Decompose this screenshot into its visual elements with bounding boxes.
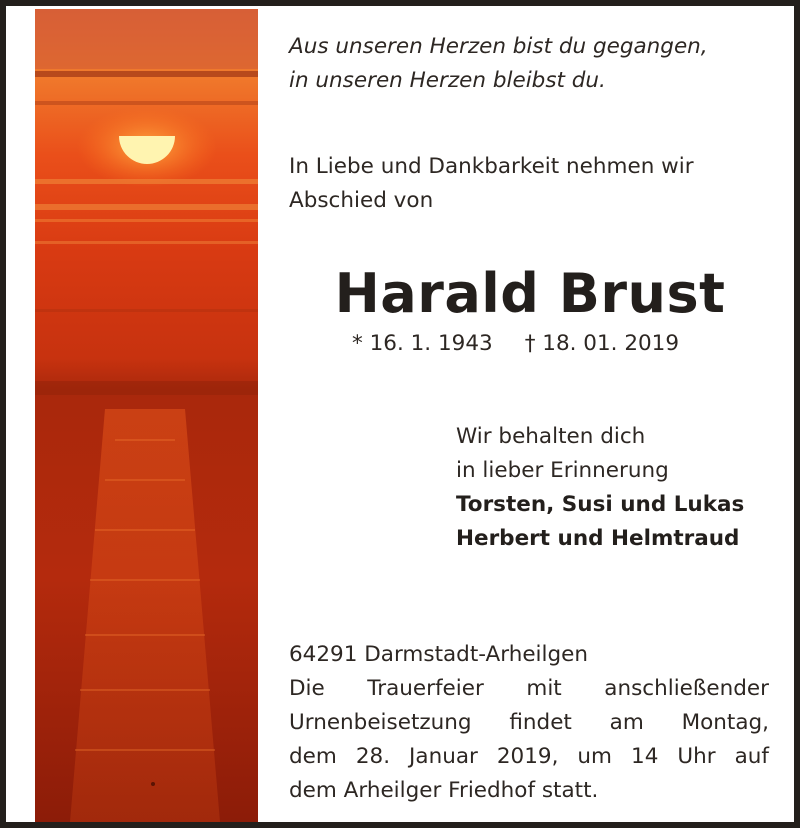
motto-verse xyxy=(289,30,769,98)
birth-date: * 16. 1. 1943 xyxy=(352,331,493,356)
funeral-line: Die Trauerfeier mit anschließender xyxy=(289,676,769,701)
funeral-line: dem Arheilger Friedhof statt. xyxy=(289,778,599,803)
cloud-band xyxy=(35,71,258,77)
cloud-band xyxy=(35,309,258,312)
funeral-line: Urnenbeisetzung findet am Montag, xyxy=(289,710,769,735)
cloud-band xyxy=(35,101,258,105)
intro-line: In Liebe und Dankbarkeit nehmen wir xyxy=(289,154,694,179)
motto-line: Aus unseren Herzen bist du gegangen, xyxy=(289,34,708,59)
cloud-band xyxy=(35,204,258,210)
sunset-photo xyxy=(35,9,258,822)
farewell-intro xyxy=(289,150,769,218)
mourner-names: Herbert und Helmtraud xyxy=(456,526,740,551)
death-date: † 18. 01. 2019 xyxy=(524,331,680,356)
mourner-names: Torsten, Susi und Lukas xyxy=(456,492,745,517)
remembrance-line: Wir behalten dich xyxy=(456,424,646,449)
motto-line: in unseren Herzen bleibst du. xyxy=(289,68,606,93)
cloud-band xyxy=(35,179,258,184)
life-dates xyxy=(352,327,679,361)
bird-speck xyxy=(151,782,155,786)
sunset-image xyxy=(35,9,258,822)
remembrance-block xyxy=(456,420,744,556)
intro-line: Abschied von xyxy=(289,188,434,213)
cloud-band xyxy=(35,241,258,244)
cloud-band xyxy=(35,219,258,222)
funeral-line: dem 28. Januar 2019, um 14 Uhr auf xyxy=(289,744,769,769)
remembrance-line: in lieber Erinnerung xyxy=(456,458,669,483)
place-line: 64291 Darmstadt-Arheilgen xyxy=(289,642,589,667)
funeral-details xyxy=(289,672,769,808)
top-haze xyxy=(35,9,258,69)
horizon xyxy=(35,381,258,395)
deceased-name: Harald Brust xyxy=(334,262,726,325)
